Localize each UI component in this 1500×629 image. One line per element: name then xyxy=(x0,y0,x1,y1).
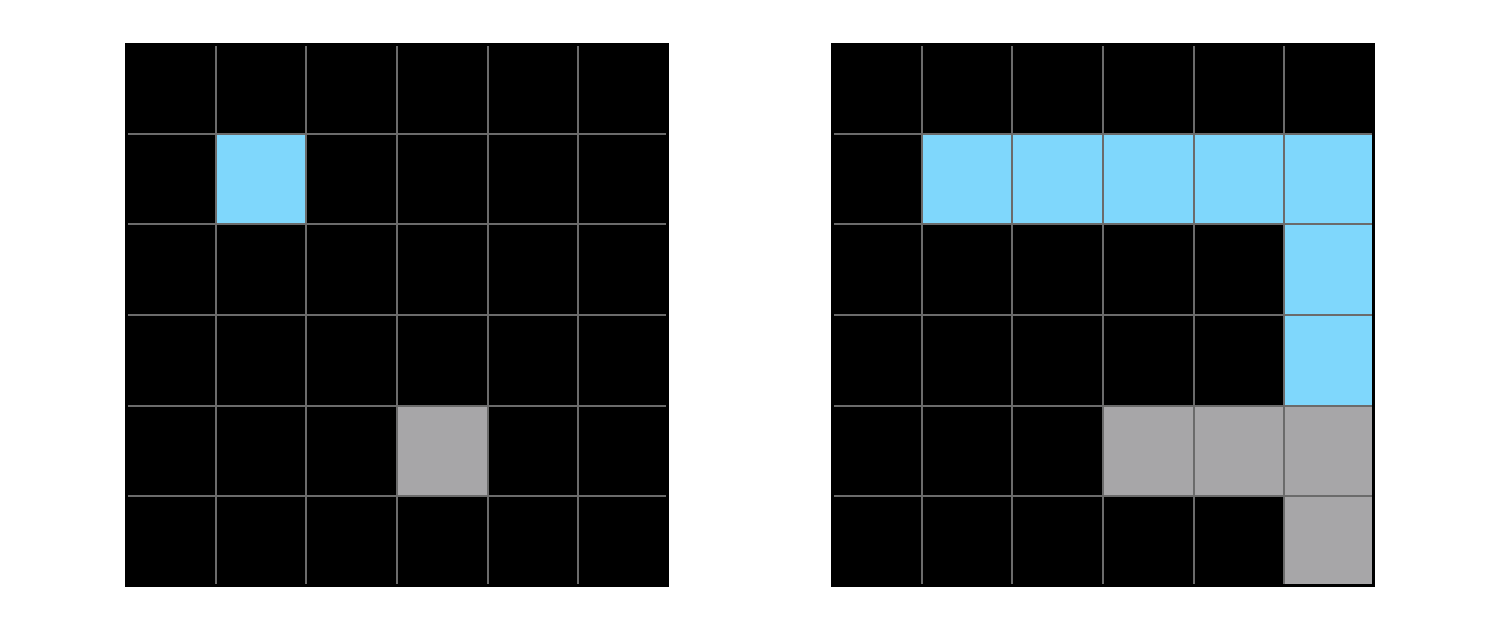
output-cell-r0-c0-black xyxy=(831,43,922,134)
input-cell-r3-c0-black xyxy=(125,315,216,406)
output-cell-r5-c4-black xyxy=(1194,496,1285,587)
output-cell-r1-c3-blue xyxy=(1103,134,1194,225)
input-cell-r1-c5-black xyxy=(578,134,669,225)
input-cell-r3-c4-black xyxy=(488,315,579,406)
input-gridline-vertical xyxy=(577,43,579,587)
input-gridline-horizontal xyxy=(125,495,669,497)
input-cell-r4-c4-black xyxy=(488,406,579,497)
input-cell-r2-c1-black xyxy=(216,224,307,315)
output-cell-r2-c2-black xyxy=(1012,224,1103,315)
input-cell-r1-c3-black xyxy=(397,134,488,225)
output-cell-r1-c5-blue xyxy=(1284,134,1375,225)
input-cell-r1-c2-black xyxy=(306,134,397,225)
input-cell-r4-c3-gray xyxy=(397,406,488,497)
input-cell-r4-c0-black xyxy=(125,406,216,497)
input-cell-r2-c2-black xyxy=(306,224,397,315)
input-cell-r5-c2-black xyxy=(306,496,397,587)
output-cell-r1-c1-blue xyxy=(922,134,1013,225)
input-cell-r0-c5-black xyxy=(578,43,669,134)
input-cell-r5-c3-black xyxy=(397,496,488,587)
output-cell-r3-c2-black xyxy=(1012,315,1103,406)
output-cell-r5-c2-black xyxy=(1012,496,1103,587)
output-gridline-vertical xyxy=(1283,43,1285,587)
output-gridline-horizontal xyxy=(831,495,1375,497)
output-cell-r2-c3-black xyxy=(1103,224,1194,315)
output-cell-r4-c5-gray xyxy=(1284,406,1375,497)
output-cell-r2-c1-black xyxy=(922,224,1013,315)
output-cell-r5-c5-gray xyxy=(1284,496,1375,587)
input-cell-r1-c1-blue xyxy=(216,134,307,225)
input-cell-r0-c0-black xyxy=(125,43,216,134)
output-cell-r0-c5-black xyxy=(1284,43,1375,134)
input-cell-r3-c5-black xyxy=(578,315,669,406)
input-cell-r0-c2-black xyxy=(306,43,397,134)
input-cell-r4-c2-black xyxy=(306,406,397,497)
output-cell-r0-c1-black xyxy=(922,43,1013,134)
output-cell-r4-c1-black xyxy=(922,406,1013,497)
output-cell-r2-c4-black xyxy=(1194,224,1285,315)
output-cell-r1-c2-blue xyxy=(1012,134,1103,225)
input-grid xyxy=(125,43,669,587)
output-cell-r3-c5-blue xyxy=(1284,315,1375,406)
input-cell-r5-c4-black xyxy=(488,496,579,587)
input-cell-r0-c1-black xyxy=(216,43,307,134)
output-grid xyxy=(831,43,1375,587)
input-cell-r5-c5-black xyxy=(578,496,669,587)
output-cell-r0-c2-black xyxy=(1012,43,1103,134)
output-gridline-vertical xyxy=(1193,43,1195,587)
input-cell-r5-c1-black xyxy=(216,496,307,587)
output-cell-r1-c4-blue xyxy=(1194,134,1285,225)
output-cell-r0-c3-black xyxy=(1103,43,1194,134)
input-cell-r2-c5-black xyxy=(578,224,669,315)
output-cell-r4-c0-black xyxy=(831,406,922,497)
input-cell-r1-c0-black xyxy=(125,134,216,225)
input-gridline-horizontal xyxy=(125,314,669,316)
output-cell-r3-c4-black xyxy=(1194,315,1285,406)
input-cell-r2-c3-black xyxy=(397,224,488,315)
output-cell-r4-c3-gray xyxy=(1103,406,1194,497)
input-cell-r2-c0-black xyxy=(125,224,216,315)
output-gridline-horizontal xyxy=(831,405,1375,407)
output-cell-r5-c1-black xyxy=(922,496,1013,587)
output-cell-r4-c2-black xyxy=(1012,406,1103,497)
input-cell-r0-c4-black xyxy=(488,43,579,134)
input-cell-r3-c1-black xyxy=(216,315,307,406)
input-cell-r4-c1-black xyxy=(216,406,307,497)
output-cell-r1-c0-black xyxy=(831,134,922,225)
output-cell-r3-c0-black xyxy=(831,315,922,406)
output-cell-r4-c4-gray xyxy=(1194,406,1285,497)
input-cell-r3-c2-black xyxy=(306,315,397,406)
input-cell-r2-c4-black xyxy=(488,224,579,315)
input-cell-r5-c0-black xyxy=(125,496,216,587)
input-gridline-horizontal xyxy=(125,405,669,407)
input-gridline-vertical xyxy=(487,43,489,587)
output-cell-r5-c3-black xyxy=(1103,496,1194,587)
output-cell-r5-c0-black xyxy=(831,496,922,587)
output-cell-r3-c3-black xyxy=(1103,315,1194,406)
output-cell-r2-c5-blue xyxy=(1284,224,1375,315)
output-cell-r0-c4-black xyxy=(1194,43,1285,134)
input-cell-r3-c3-black xyxy=(397,315,488,406)
output-cell-r3-c1-black xyxy=(922,315,1013,406)
input-cell-r1-c4-black xyxy=(488,134,579,225)
input-cell-r4-c5-black xyxy=(578,406,669,497)
output-cell-r2-c0-black xyxy=(831,224,922,315)
output-gridline-horizontal xyxy=(831,314,1375,316)
input-cell-r0-c3-black xyxy=(397,43,488,134)
